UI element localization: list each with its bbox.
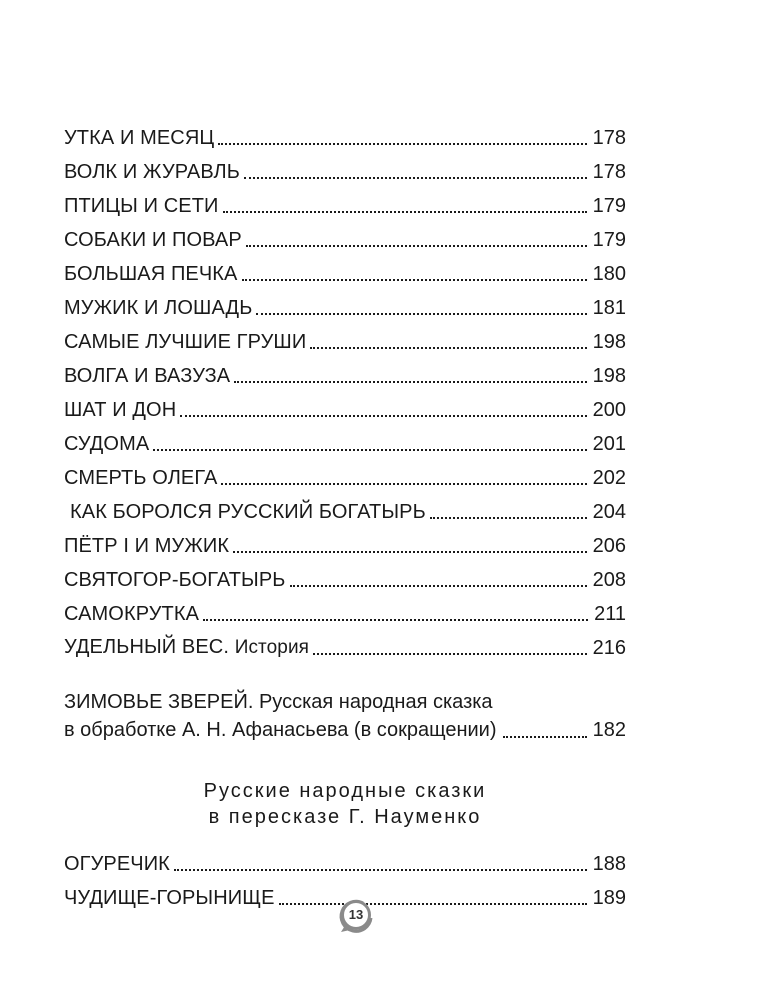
toc-entry-title: СОБАКИ И ПОВАР: [64, 229, 242, 251]
dot-leader: [290, 585, 587, 587]
toc-entry-page: 181: [592, 297, 626, 319]
dot-leader: [246, 245, 587, 247]
toc-entry[interactable]: [64, 592, 626, 626]
toc-entry-title: ВОЛГА И ВАЗУЗА: [64, 365, 231, 387]
toc-entry-page: 204: [592, 501, 626, 523]
toc-entry-page: 179: [592, 229, 626, 251]
dot-leader: [234, 381, 586, 383]
toc-entry-title: САМЫЕ ЛУЧШИЕ ГРУШИ: [64, 331, 307, 353]
toc-entry-title: [64, 635, 309, 660]
toc-entry-title: МУЖИК И ЛОШАДЬ: [64, 297, 253, 319]
dot-leader: [256, 313, 586, 315]
toc-entry-page: 182: [592, 719, 626, 741]
toc-entry[interactable]: [64, 626, 626, 660]
toc-entry-page: 198: [592, 365, 626, 387]
toc-entry-zimovye[interactable]: [64, 688, 626, 744]
toc-entry-title: ПЁТР I И МУЖИК: [64, 535, 230, 557]
toc-entry-subtitle: История: [234, 637, 310, 658]
toc-entry-title: СВЯТОГОР-БОГАТЫРЬ: [64, 569, 286, 591]
toc-entry[interactable]: [64, 252, 626, 286]
dot-leader: [310, 347, 586, 349]
toc-entry-title: ПТИЦЫ И СЕТИ: [64, 195, 219, 217]
toc-entry-subtitle-line2: в обработке А. Н. Афанасьева (в сокращении): [64, 719, 497, 741]
toc-entry[interactable]: [64, 150, 626, 184]
toc-entry[interactable]: [64, 490, 626, 524]
toc-entry-page: 178: [592, 127, 626, 149]
dot-leader: [430, 517, 587, 519]
toc-entry-title: САМОКРУТКА: [64, 603, 200, 625]
dot-leader: [223, 211, 587, 213]
toc-entry[interactable]: [64, 388, 626, 422]
dot-leader: [203, 619, 588, 621]
toc-entry-title-line: [64, 688, 626, 716]
toc-entry-page: 200: [592, 399, 626, 421]
toc-entry-subtitle: Русская народная сказка: [258, 691, 493, 713]
dot-leader: [221, 483, 586, 485]
section-heading-line2: в пересказе Г. Науменко: [208, 806, 482, 828]
toc-entry-title: ОГУРЕЧИК: [64, 853, 170, 875]
toc-entry-title: УТКА И МЕСЯЦ: [64, 127, 215, 149]
dot-leader: [153, 449, 586, 451]
dot-leader: [218, 143, 586, 145]
toc-entry-page: 189: [592, 887, 626, 909]
toc-entry-title: ВОЛК И ЖУРАВЛЬ: [64, 161, 240, 183]
toc-entry-page: 208: [592, 569, 626, 591]
toc-entry[interactable]: [64, 320, 626, 354]
toc-entry-page: 188: [592, 853, 626, 875]
spacer: [64, 660, 626, 688]
dot-leader: [313, 653, 587, 655]
toc-entry[interactable]: [64, 354, 626, 388]
page-number: 13: [348, 907, 364, 922]
toc-entry-page: 206: [592, 535, 626, 557]
toc-entry-title: ЧУДИЩЕ-ГОРЫНИЩЕ: [64, 887, 275, 909]
dot-leader: [242, 279, 587, 281]
section-heading-line1: Русские народные сказки: [203, 780, 487, 802]
toc-entry-title: БОЛЬШАЯ ПЕЧКА: [64, 263, 238, 285]
dot-leader: [279, 903, 587, 905]
toc-entry-title: СМЕРТЬ ОЛЕГА: [64, 467, 218, 489]
toc-entry[interactable]: [64, 524, 626, 558]
toc-entry[interactable]: [64, 116, 626, 150]
toc-entry-page: 216: [592, 637, 626, 659]
toc-entry[interactable]: [64, 184, 626, 218]
toc-entry-title: ЗИМОВЬЕ ЗВЕРЕЙ.: [64, 691, 254, 713]
toc-entry[interactable]: [64, 422, 626, 456]
toc-entry[interactable]: [64, 456, 626, 490]
dot-leader: [233, 551, 586, 553]
toc-entry-page: 180: [592, 263, 626, 285]
toc-entry-title: КАК БОРОЛСЯ РУССКИЙ БОГАТЫРЬ: [70, 501, 426, 523]
page-number-badge: [337, 896, 377, 936]
toc-entry-title: СУДОМА: [64, 433, 150, 455]
toc-entry-page: 211: [594, 603, 626, 625]
toc-entry-page: 202: [592, 467, 626, 489]
toc-entry-second-line: [64, 716, 626, 744]
toc-entry[interactable]: [64, 558, 626, 592]
table-of-contents: [64, 116, 626, 910]
toc-entry[interactable]: [64, 218, 626, 252]
dot-leader: [174, 869, 587, 871]
toc-entry-page: 178: [592, 161, 626, 183]
toc-entry-page: 179: [592, 195, 626, 217]
dot-leader: [180, 415, 586, 417]
toc-entry-title: ШАТ И ДОН: [64, 399, 177, 421]
toc-entry-page: 201: [592, 433, 626, 455]
dot-leader: [244, 177, 587, 179]
dot-leader: [503, 736, 587, 738]
section-heading: [64, 778, 626, 830]
toc-entry-page: 198: [592, 331, 626, 353]
toc-entry[interactable]: [64, 842, 626, 876]
toc-entry-title-main: УДЕЛЬНЫЙ ВЕС.: [64, 636, 230, 658]
toc-entry[interactable]: [64, 286, 626, 320]
